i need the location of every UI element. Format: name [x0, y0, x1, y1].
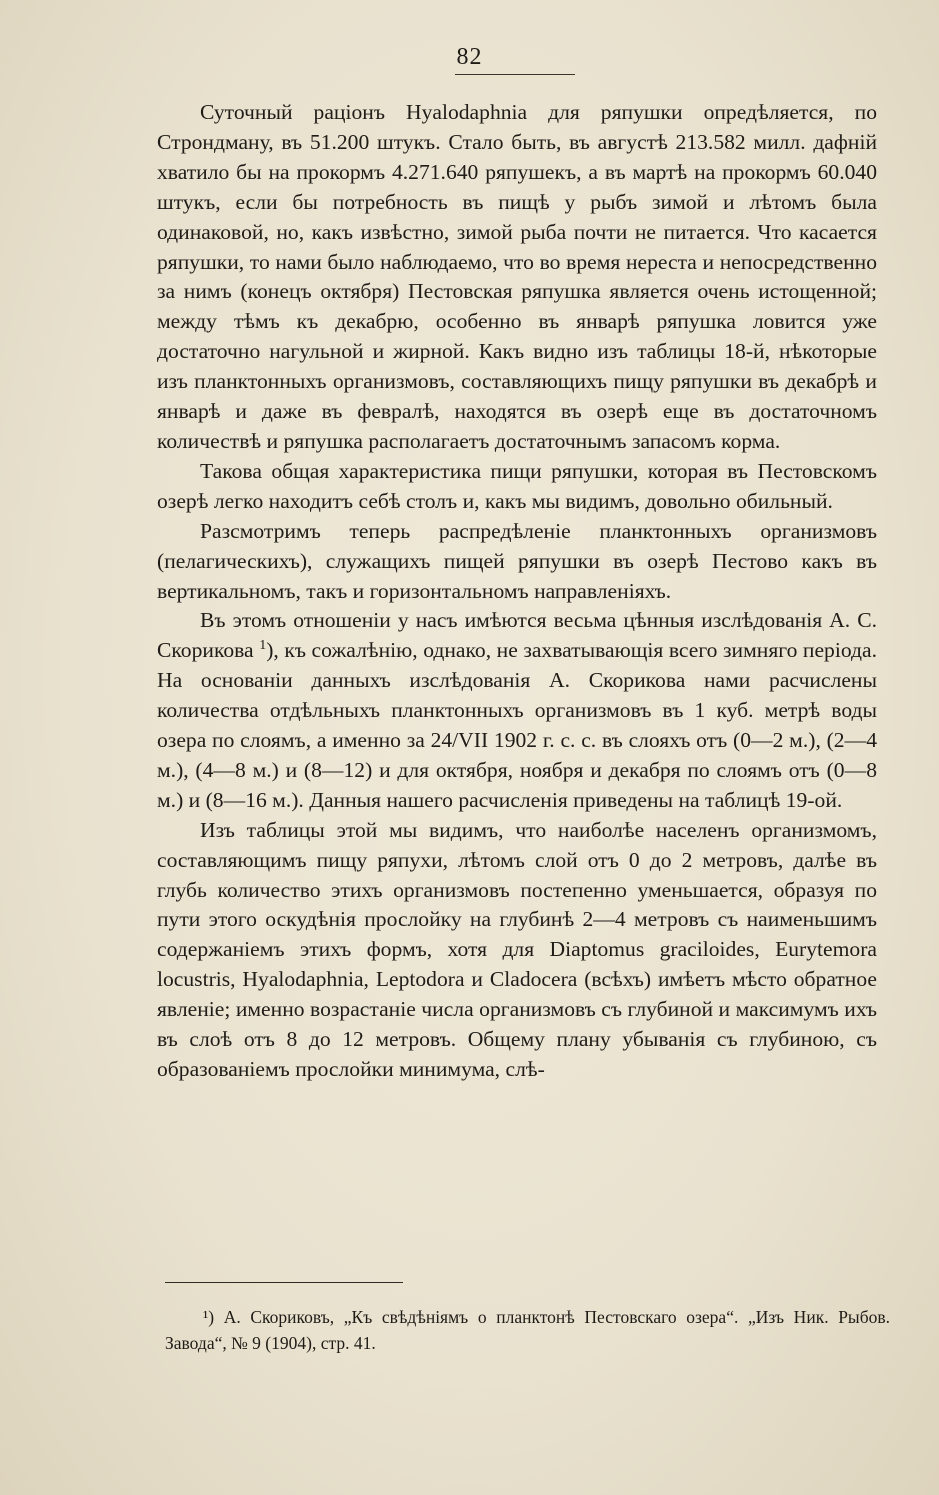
footnote-marker: 1 — [259, 638, 267, 654]
paragraph-4-text: Въ этомъ отношеніи у насъ имѣются весьма цѣнныя изслѣдованія А. С. Скорикова — [157, 608, 877, 663]
footnote-rule — [165, 1282, 403, 1283]
paragraph-1: Суточный раціонъ Hyalodaphnia для ряпушки опредѣляется, по Строндману, въ 51.200 штукъ. Стало быть, въ августѣ 213.582 милл. дафній хватило бы на прокормъ 4.271.640 ряпушекъ, а въ мартѣ на прокормъ 60.040 штукъ, если бы потребность въ пищѣ у рыбъ зимой и лѣтомъ была одинаковой, но, какъ извѣстно, зимой рыба почти не питается. Что касается ряпушки, то нами было наблюдаемо, что во время нереста и непосредственно за нимъ (конецъ октября) Пестовская ряпушка является очень истощенной; между тѣмъ къ декабрю, особенно въ январѣ ряпушка ловится уже достаточно нагульной и жирной. Какъ видно изъ таблицы 18-й, нѣкоторые изъ планктонныхъ организмовъ, составляющихъ пищу ряпушки въ декабрѣ и январѣ и даже въ февралѣ, находятся въ озерѣ еще въ достаточномъ количествѣ и ряпушка располагаетъ достаточнымъ запасомъ корма. — [157, 100, 877, 453]
body-text — [157, 98, 877, 1085]
paragraph-2: Такова общая характеристика пищи ряпушки, которая въ Пестовскомъ озерѣ легко находитъ себѣ столъ и, какъ мы видимъ, довольно обильный. — [157, 458, 877, 513]
header-rule — [455, 74, 575, 75]
page-number: 82 — [456, 44, 483, 70]
paragraph-3: Разсмотримъ теперь распредѣленіе планктонныхъ организмовъ (пелагическихъ), служащихъ пищей ряпушки въ озерѣ Пестово какъ въ вертикальномъ, такъ и горизонтальномъ направленіяхъ. — [157, 518, 877, 603]
paragraph-4 — [157, 606, 877, 815]
footnote: ¹) А. Скориковъ, „Къ свѣдѣніямъ о планктонѣ Пестовскаго озера“. „Изъ Ник. Рыбов. Завода“, № 9 (1904), стр. 41. — [165, 1307, 890, 1353]
paragraph-5: Изъ таблицы этой мы видимъ, что наиболѣе населенъ организмомъ, составляющимъ пищу ряпухи, лѣтомъ слой отъ 0 до 2 метровъ, далѣе въ глубь количество этихъ организмовъ постепенно уменьшается, образуя по пути этого оскудѣнія прослойку на глубинѣ 2—4 метровъ съ наименьшимъ содержаніемъ этихъ формъ, хотя для Diaptomus graciloides, Eurytemora locustris, Hyalodaphnia, Leptodora и Cladocera (всѣхъ) имѣетъ мѣсто обратное явленіе; именно возрастаніе числа организмовъ съ глубиной и максимумъ ихъ въ слоѣ отъ 8 до 12 метровъ. Общему плану убыванія съ глубиною, съ образованіемъ прослойки минимума, слѣ- — [157, 817, 877, 1081]
paragraph-4-continued: ), къ сожалѣнію, однако, не захватывающія всего зимняго періода. На основаніи данныхъ изслѣдованія А. Скорикова нами расчислены количества отдѣльныхъ планктонныхъ организмовъ въ 1 куб. метрѣ воды озера по слоямъ, а именно за 24/VII 1902 г. с. с. въ слояхъ отъ (0—2 м.), (2—4 м.), (4—8 м.) и (8—12) и для октября, ноября и декабря по слоямъ отъ (0—8 м.) и (8—16 м.). Данныя нашего расчисленія приведены на таблицѣ 19-ой. — [157, 638, 877, 812]
